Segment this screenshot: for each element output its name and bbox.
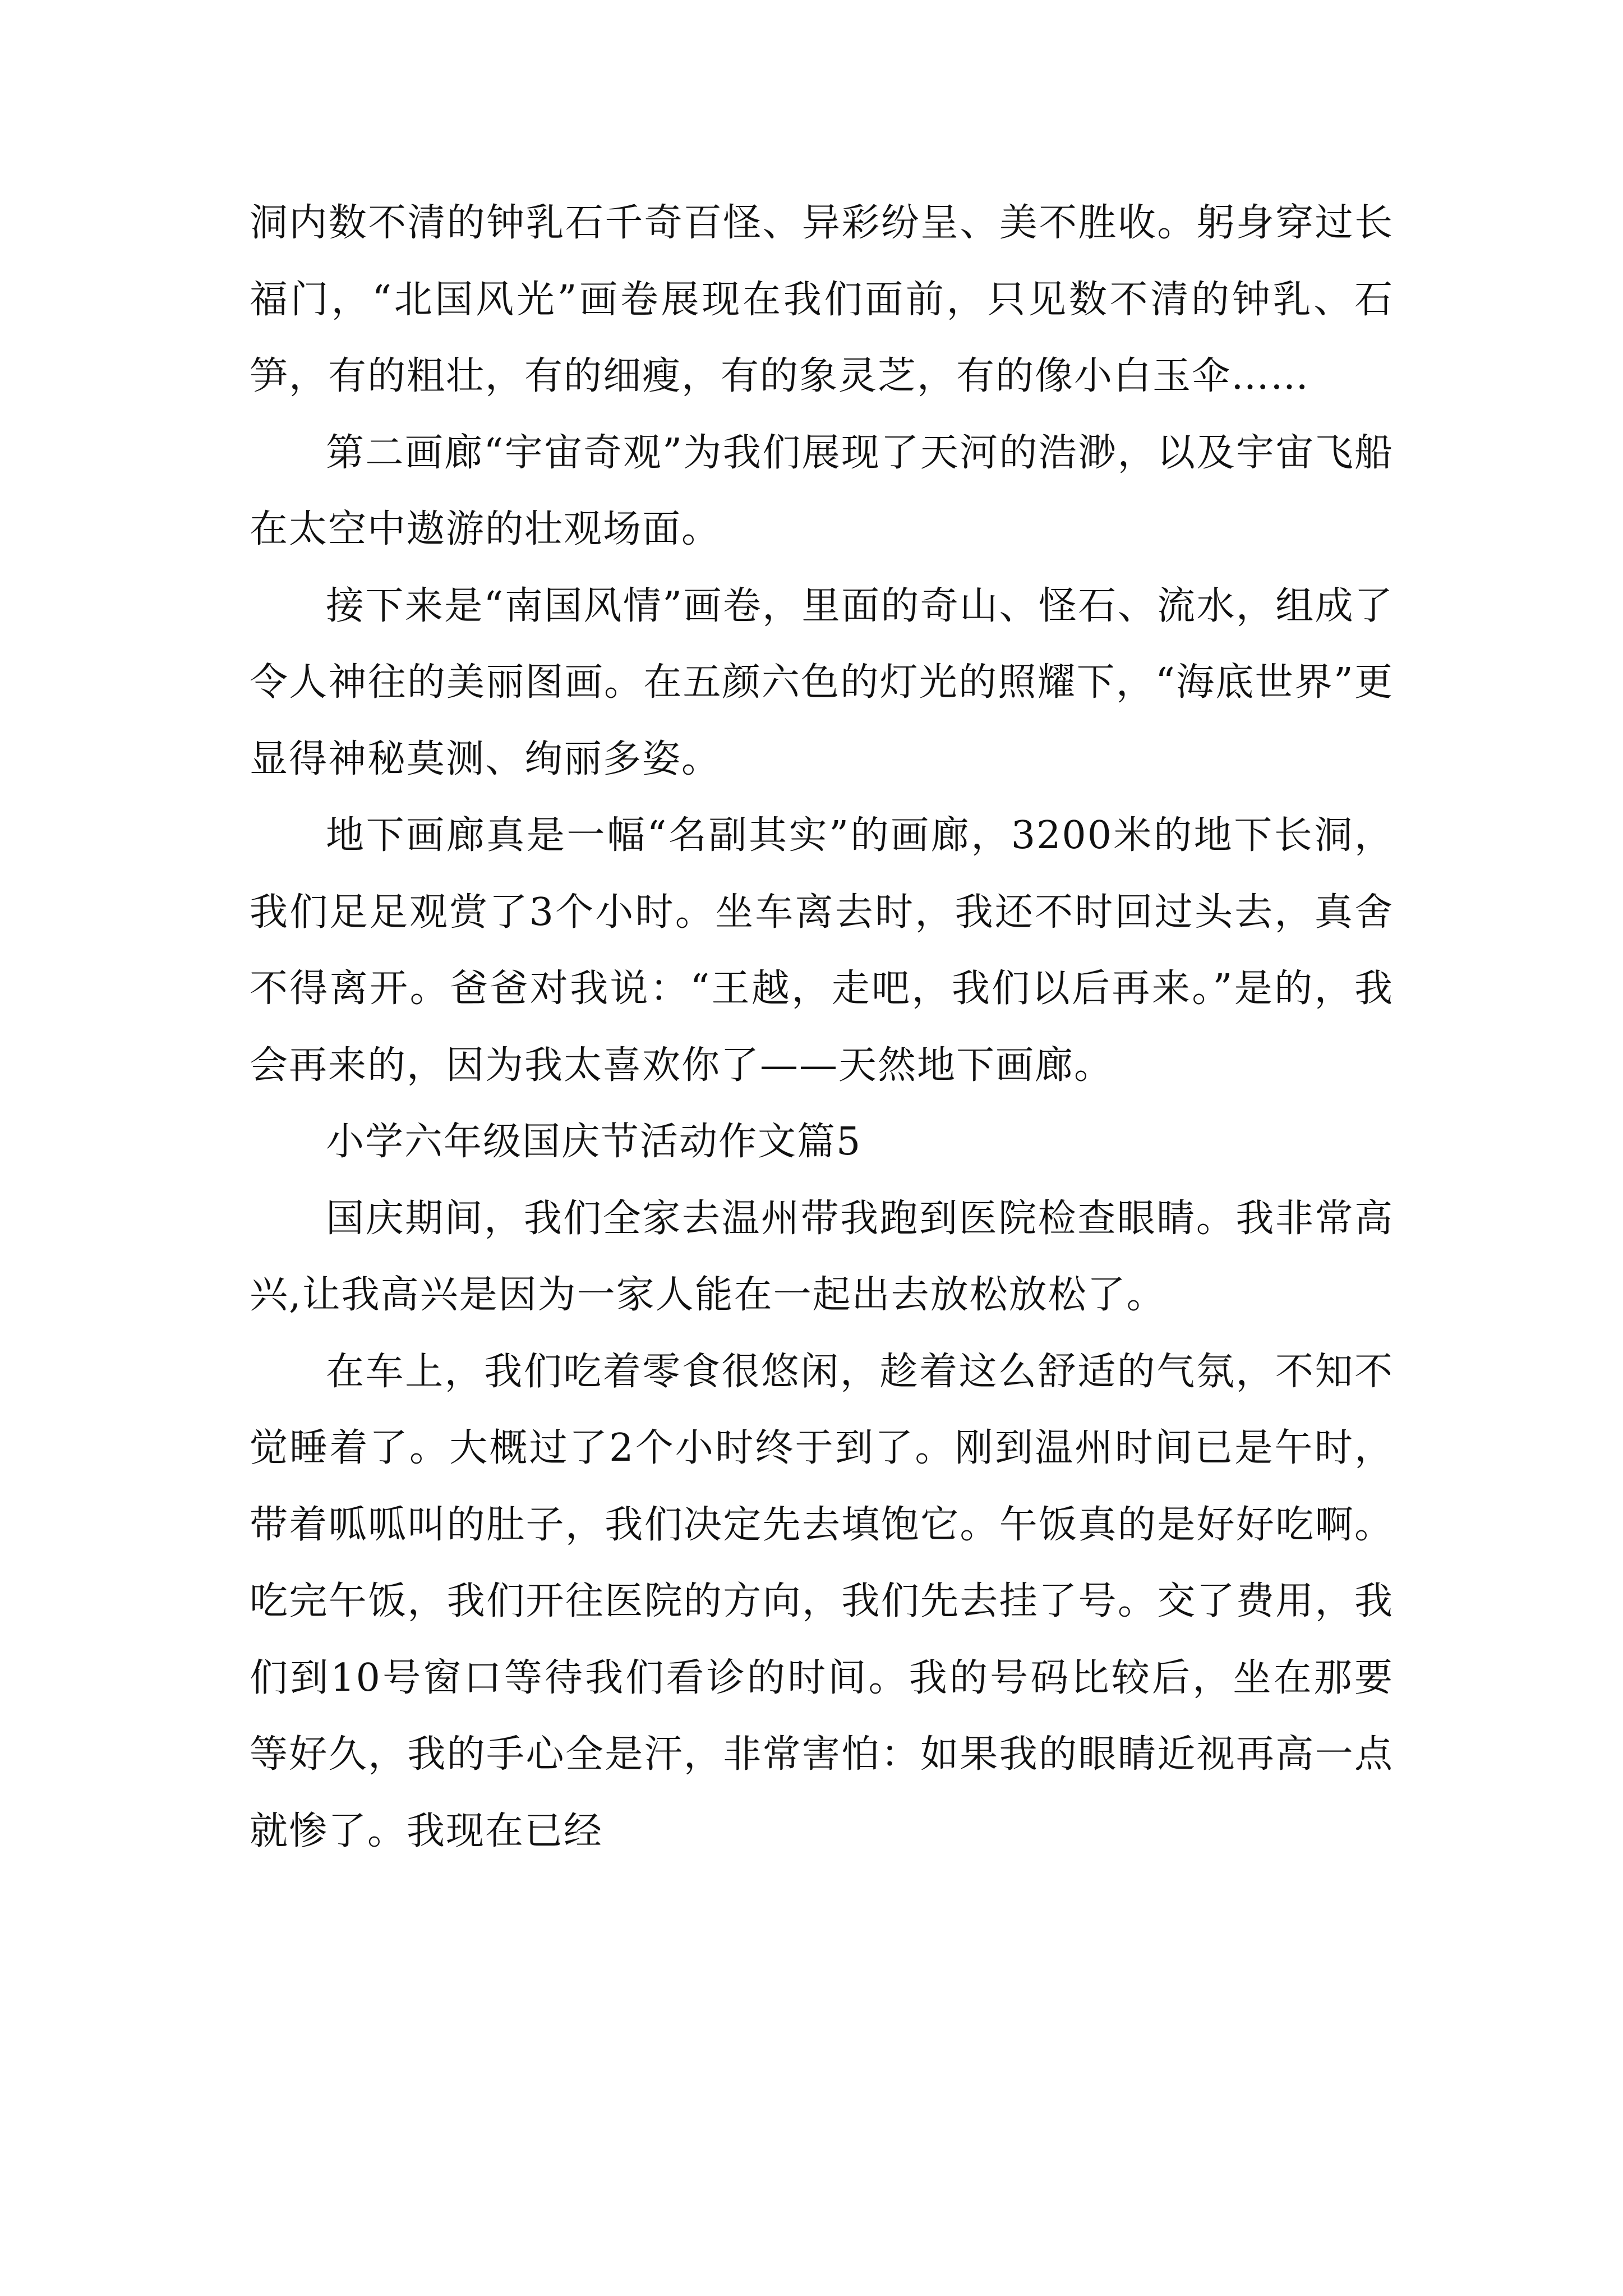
- paragraph-cave-stalactites: 洞内数不清的钟乳石千奇百怪、异彩纷呈、美不胜收。躬身穿过长福门，“北国风光”画卷展现在我们面前，只见数不清的钟乳、石笋，有的粗壮，有的细瘦，有的象灵芝，有的像小白玉伞……: [250, 201, 1394, 398]
- paragraph-in-the-car: 在车上，我们吃着零食很悠闲，趁着这么舒适的气氛，不知不觉睡着了。大概过了2个小时终于到了。刚到温州时间已是午时，带着呱呱叫的肚子，我们决定先去填饱它。午饭真的是好好吃啊。吃完午饭，我们开往医院的方向，我们先去挂了号。交了费用，我们到10号窗口等待我们看诊的时间。我的号码比较后，坐在那要等好久，我的手心全是汗，非常害怕：如果我的眼睛近视再高一点就惨了。我现在已经: [250, 1349, 1394, 1853]
- paragraph-universe-gallery: 第二画廊“宇宙奇观”为我们展现了天河的浩渺，以及宇宙飞船在太空中遨游的壮观场面。: [250, 430, 1394, 551]
- paragraph-southern-scenery: 接下来是“南国风情”画卷，里面的奇山、怪石、流水，组成了令人神往的美丽图画。在五颜六色的灯光的照耀下，“海底世界”更显得神秘莫测、绚丽多姿。: [250, 583, 1394, 781]
- paragraph-national-day-trip: 国庆期间，我们全家去温州带我跑到医院检查眼睛。我非常高兴,让我高兴是因为一家人能在一起出去放松放松了。: [250, 1196, 1394, 1317]
- paragraph-underground-gallery: 地下画廊真是一幅“名副其实”的画廊，3200米的地下长洞，我们足足观赏了3个小时。坐车离去时，我还不时回过头去，真舍不得离开。爸爸对我说：“王越，走吧，我们以后再来。”是的，我会再来的，因为我太喜欢你了——天然地下画廊。: [250, 813, 1394, 1088]
- article-body: [250, 185, 1394, 1870]
- section-heading: 小学六年级国庆节活动作文篇5: [326, 1120, 862, 1164]
